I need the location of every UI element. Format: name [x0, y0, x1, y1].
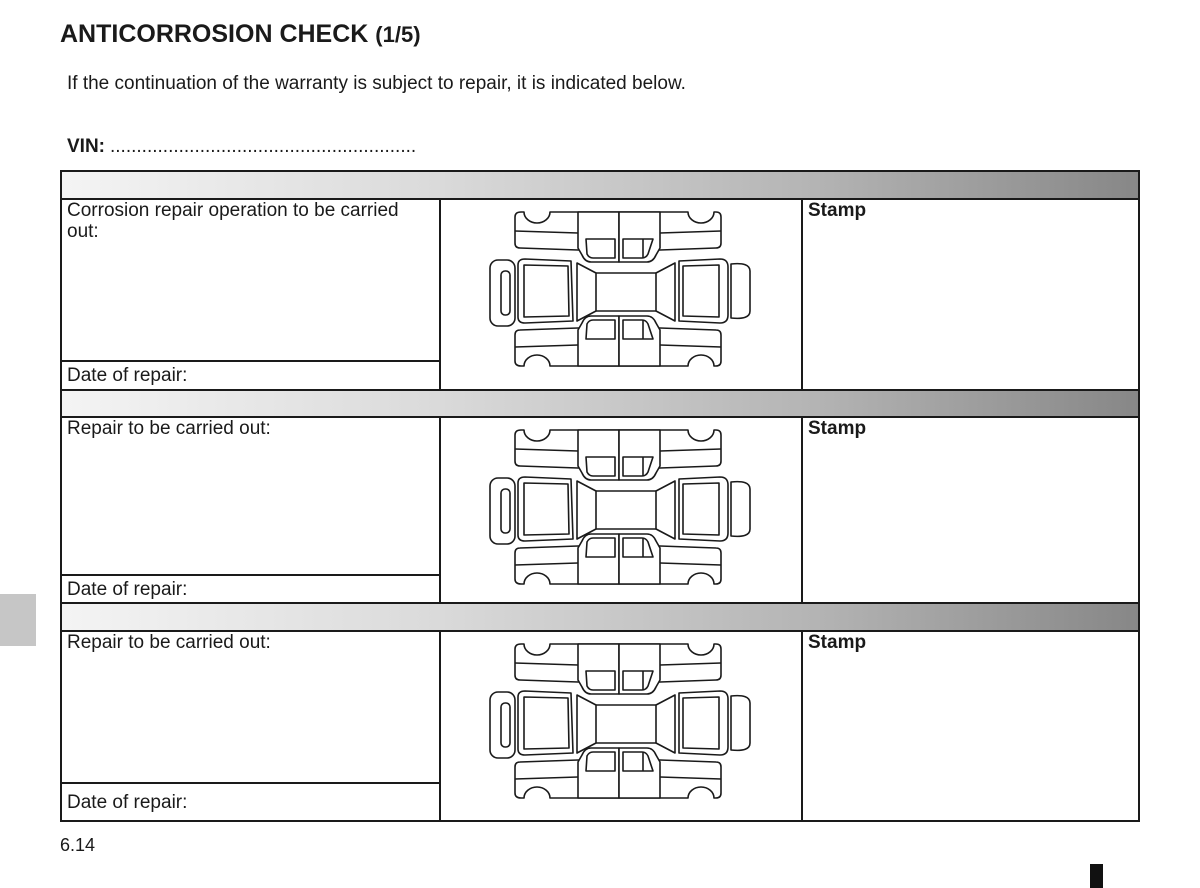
repair-operation-label: Repair to be carried out: — [67, 418, 271, 439]
intro-text: If the continuation of the warranty is subject to repair, it is indicated below. — [67, 73, 686, 94]
repair-operation-label: Repair to be carried out: — [67, 632, 271, 653]
chapter-tab — [0, 594, 36, 646]
car-diagram-cell — [439, 416, 803, 604]
car-body-diagram — [488, 426, 752, 588]
repair-operation-label: Corrosion repair operation to be carried out: — [67, 200, 399, 242]
page-title-part: (1/5) — [375, 22, 421, 47]
anticorrosion-record-table — [60, 170, 1140, 822]
repair-date-label: Date of repair: — [67, 791, 188, 813]
stamp-label: Stamp — [808, 632, 867, 653]
stamp-cell — [801, 198, 1140, 391]
car-body-diagram — [488, 640, 752, 802]
page-title-text: ANTICORROSION CHECK — [60, 20, 369, 48]
stamp-label: Stamp — [808, 418, 867, 439]
page-edge-marker — [1090, 864, 1103, 888]
repair-date-cell — [60, 574, 441, 604]
car-diagram-cell — [439, 198, 803, 391]
page-title — [60, 19, 421, 50]
stamp-cell — [801, 630, 1140, 822]
repair-operation-cell — [60, 630, 441, 784]
repair-operation-cell — [60, 198, 441, 362]
vin-dotted-line: .......................................................... — [110, 136, 417, 157]
section-header-bar — [60, 170, 1140, 200]
car-body-diagram — [488, 208, 752, 370]
repair-date-label: Date of repair: — [67, 578, 188, 600]
vin-label: VIN: — [67, 136, 105, 157]
repair-date-label: Date of repair: — [67, 365, 188, 386]
vin-line — [67, 136, 416, 158]
repair-date-cell — [60, 782, 441, 822]
repair-date-cell — [60, 360, 441, 391]
stamp-cell — [801, 416, 1140, 604]
car-diagram-cell — [439, 630, 803, 822]
repair-operation-cell — [60, 416, 441, 576]
section-header-bar — [60, 602, 1140, 632]
section-header-bar — [60, 389, 1140, 418]
stamp-label: Stamp — [808, 200, 867, 221]
page-number: 6.14 — [60, 835, 96, 855]
